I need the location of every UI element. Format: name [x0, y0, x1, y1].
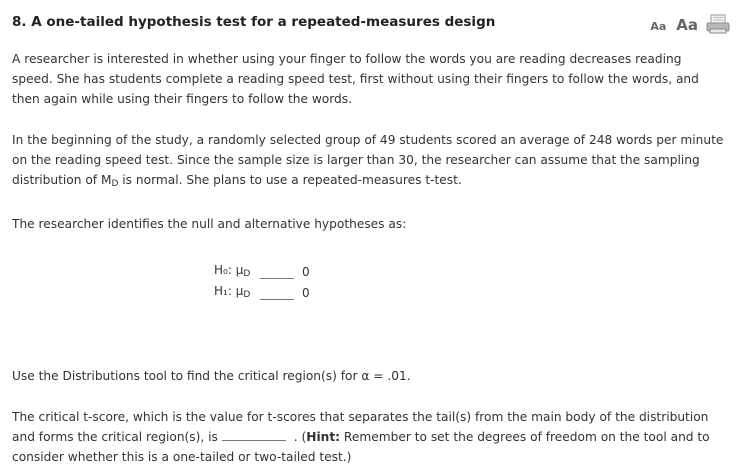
critical-text-before: The critical t-score, which is the value for t-scores that separates the tail(s) from the main body of the distribution and forms the critical region(s), is [12, 410, 709, 444]
null-hypothesis-operator-dropdown[interactable] [260, 266, 294, 279]
critical-text-middle: . ( [289, 430, 307, 444]
study-text-before: In the beginning of the study, a randomly selected group of 49 students scored an average of 248 words per minute on the reading speed test. Since the sample size is larger than 30, the researcher can assume that the sampling distribution of M [12, 133, 724, 187]
null-hypothesis-row [214, 262, 310, 282]
distributions-instruction: Use the Distributions tool to find the critical region(s) for α = .01. [12, 369, 411, 383]
decrease-font-button[interactable]: Aa [650, 20, 667, 33]
hypotheses-intro: The researcher identifies the null and alternative hypotheses as: [12, 217, 407, 231]
critical-text-after: Remember to set the degrees of freedom on the tool and to consider whether this is a one-tailed or two-tailed test.) [12, 430, 710, 464]
critical-t-score-dropdown[interactable] [222, 428, 286, 441]
question-title: 8. A one-tailed hypothesis test for a repeated-measures design [12, 14, 496, 30]
text-tools [650, 12, 730, 34]
intro-paragraph: A researcher is interested in whether using your finger to follow the words you are reading decreases reading speed. She has students complete a reading speed test, first without using their fingers to follow the words, and then again while using their fingers to follow the words. [12, 52, 699, 106]
alternative-hypothesis-label: H₁: $\mu_D$ [214, 284, 251, 300]
alternative-hypothesis-row [214, 283, 310, 303]
question-header [12, 0, 730, 38]
null-hypothesis-label: H₀: $\mu_D$ [214, 263, 251, 279]
alternative-hypothesis-value: 0 [302, 286, 310, 300]
critical-score-paragraph [12, 407, 724, 467]
study-text-after: is normal. She plans to use a repeated-measures t-test. [118, 173, 462, 187]
hint-label: Hint: [306, 430, 341, 444]
increase-font-button[interactable]: Aa [676, 16, 698, 34]
print-icon[interactable] [706, 14, 730, 34]
study-paragraph [12, 130, 724, 194]
null-hypothesis-value: 0 [302, 265, 310, 279]
alternative-hypothesis-operator-dropdown[interactable] [260, 287, 294, 300]
study-subscript: D [111, 179, 119, 189]
